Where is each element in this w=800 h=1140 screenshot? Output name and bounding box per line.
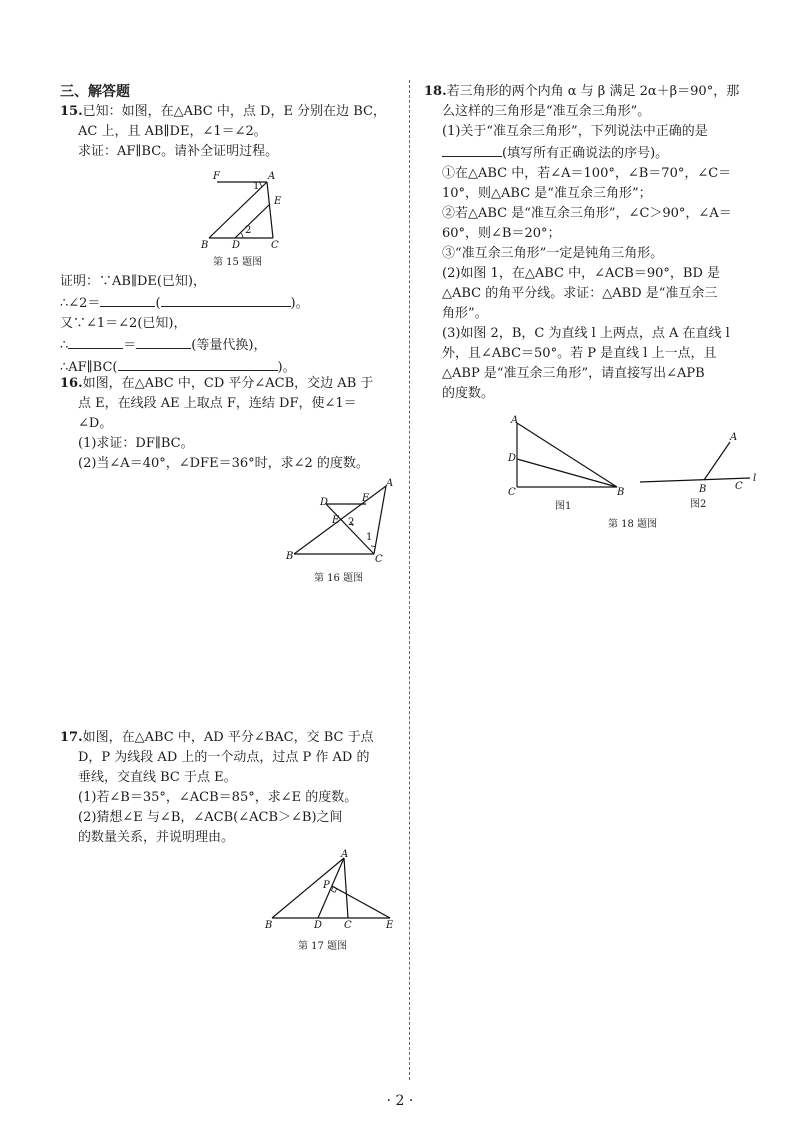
- figure-18-1: [505, 413, 630, 498]
- q18-opt-1b: 10°，则△ABC 是“准互余三角形”；: [442, 186, 652, 201]
- proof-line-4b: ＝: [123, 338, 137, 353]
- question-17: [60, 728, 395, 848]
- q16-line-2: 点 E，在线段 AE 上取点 F，连结 DF，使∠1＝: [78, 396, 357, 411]
- proof-blank-2[interactable]: [161, 292, 291, 307]
- proof-line-3: 又∵∠1＝∠2(已知)，: [60, 316, 187, 331]
- fig17-label-A: A: [341, 849, 349, 860]
- fig15-label-C: C: [271, 240, 279, 251]
- figure-17: [262, 848, 402, 933]
- section-title: 三、解答题: [60, 84, 130, 100]
- proof-line-1: 证明：∵AB∥DE(已知)，: [60, 274, 207, 289]
- fig16-label-1: 1: [366, 532, 373, 543]
- fig18-1-label-C: C: [508, 487, 516, 498]
- q18-sub-1a: (1)关于“准互余三角形”，下列说法中正确的是: [442, 124, 708, 139]
- q16-sub-2: (2)当∠A＝40°，∠DFE＝36°时，求∠2 的度数。: [78, 456, 369, 471]
- q18-answer-blank[interactable]: [442, 142, 502, 157]
- proof-blank-1[interactable]: [100, 292, 155, 307]
- q18-opt-2b: 60°，则∠B＝20°；: [442, 226, 561, 241]
- question-18: [424, 82, 762, 404]
- q16-line-1: 如图，在△ABC 中，CD 平分∠ACB，交边 AB 于: [82, 376, 374, 391]
- fig16-label-A: A: [386, 478, 394, 489]
- fig15-label-F: F: [213, 171, 220, 182]
- proof-line-2a: ∴∠2＝: [60, 296, 101, 311]
- fig16-label-F: F: [362, 493, 369, 504]
- proof-line-4c: (等量代换)，: [191, 338, 267, 353]
- fig17-label-D: D: [314, 920, 323, 931]
- fig18-1-label-B: B: [617, 487, 625, 498]
- q18-sub-3a: (3)如图 2，B，C 为直线 l 上两点，点 A 在直线 l: [442, 326, 730, 341]
- fig18-1-label-D: D: [508, 453, 517, 464]
- proof-line-2b: (: [155, 296, 161, 311]
- fig15-label-1: 1: [253, 181, 260, 192]
- q18-line-1: 若三角形的两个内角 α 与 β 满足 2α＋β＝90°，那: [446, 84, 740, 99]
- proof-blank-5[interactable]: [118, 356, 278, 371]
- q18-line-2: 么这样的三角形是“准互余三角形”。: [442, 104, 651, 119]
- figure-18-1-caption: 图1: [555, 501, 572, 512]
- q17-line-1: 如图，在△ABC 中，AD 平分∠BAC，交 BC 于点: [82, 730, 374, 745]
- fig16-label-D: D: [320, 497, 329, 508]
- q15-line-3: 求证：AF∥BC。请补全证明过程。: [78, 144, 279, 159]
- figure-15-caption: 第 15 题图: [213, 257, 263, 268]
- q18-sub-3b: 外，且∠ABC＝50°。若 P 是直线 l 上一点，且: [442, 346, 717, 361]
- q18-sub-2a: (2)如图 1，在△ABC 中，∠ACB＝90°，BD 是: [442, 266, 721, 281]
- q18-number: 18.: [424, 84, 447, 99]
- fig16-label-B: B: [286, 551, 294, 562]
- q18-sub-3c: △ABP 是“准互余三角形”，请直接写出∠APB: [442, 366, 705, 381]
- q18-opt-1a: ①在△ABC 中，若∠A＝100°，∠B＝70°，∠C＝: [442, 166, 732, 181]
- fig18-2-label-C: C: [735, 481, 743, 492]
- fig16-label-C: C: [375, 554, 383, 565]
- fig18-1-label-A: A: [511, 415, 519, 426]
- q16-number: 16.: [60, 376, 83, 391]
- q17-line-2: D，P 为线段 AD 上的一个动点，过点 P 作 AD 的: [78, 750, 370, 765]
- fig16-label-E: E: [332, 515, 340, 526]
- figure-18-2: [638, 428, 763, 498]
- fig15-label-B: B: [201, 240, 209, 251]
- proof-blank-4[interactable]: [136, 334, 191, 349]
- fig18-2-label-A: A: [730, 432, 738, 443]
- q17-sub-2a: (2)猜想∠E 与∠B，∠ACB(∠ACB＞∠B)之间: [78, 810, 343, 825]
- proof-line-5a: ∴AF∥BC(: [60, 360, 118, 375]
- fig17-label-E: E: [386, 920, 394, 931]
- figure-18-2-caption: 图2: [690, 499, 707, 510]
- q15-number: 15.: [60, 104, 83, 119]
- fig16-label-2: 2: [348, 517, 355, 528]
- fig18-2-label-B: B: [699, 484, 707, 495]
- q16-sub-1: (1)求证：DF∥BC。: [78, 436, 194, 451]
- figure-17-caption: 第 17 题图: [298, 941, 348, 952]
- figure-16: [282, 476, 397, 566]
- fig17-label-C: C: [344, 920, 352, 931]
- figure-16-caption: 第 16 题图: [314, 573, 364, 584]
- proof-line-2c: )。: [290, 296, 309, 311]
- question-16: [60, 374, 395, 474]
- fig15-label-A: A: [268, 171, 276, 182]
- q16-line-3: ∠D。: [78, 416, 113, 431]
- left-column: [60, 82, 395, 162]
- fig15-label-E: E: [274, 196, 282, 207]
- proof-blank-3[interactable]: [68, 334, 123, 349]
- page-number: · 2 ·: [386, 1093, 414, 1109]
- q15-proof: [60, 272, 395, 378]
- fig17-label-B: B: [265, 920, 273, 931]
- q18-sub-1b: (填写所有正确说法的序号)。: [502, 146, 669, 161]
- fig17-label-P: P: [323, 880, 330, 891]
- column-divider: [409, 80, 410, 1080]
- question-15: [60, 102, 395, 162]
- q17-number: 17.: [60, 730, 83, 745]
- q17-line-3: 垂线，交直线 BC 于点 E。: [78, 770, 237, 785]
- q18-sub-2c: 角形”。: [442, 306, 488, 321]
- q15-line-1: 已知：如图，在△ABC 中，点 D，E 分别在边 BC，: [82, 104, 386, 119]
- figure-15: [195, 168, 290, 252]
- proof-line-4a: ∴: [60, 338, 69, 353]
- fig15-label-D: D: [232, 240, 241, 251]
- q18-opt-3: ③“准互余三角形”一定是钝角三角形。: [442, 246, 664, 261]
- q18-sub-3d: 的度数。: [442, 386, 495, 401]
- q18-opt-2a: ②若△ABC 是“准互余三角形”，∠C＞90°，∠A＝: [442, 206, 732, 221]
- q15-line-2: AC 上，且 AB∥DE，∠1＝∠2。: [78, 124, 267, 139]
- q17-sub-2b: 的数量关系，并说明理由。: [78, 830, 235, 845]
- q18-sub-2b: △ABC 的角平分线。求证：△ABD 是“准互余三: [442, 286, 718, 301]
- figure-18-caption: 第 18 题图: [608, 519, 658, 530]
- proof-line-5b: )。: [277, 360, 296, 375]
- fig15-label-2: 2: [245, 225, 252, 236]
- fig18-2-label-l: l: [753, 473, 757, 484]
- q17-sub-1: (1)若∠B＝35°，∠ACB＝85°，求∠E 的度数。: [78, 790, 358, 805]
